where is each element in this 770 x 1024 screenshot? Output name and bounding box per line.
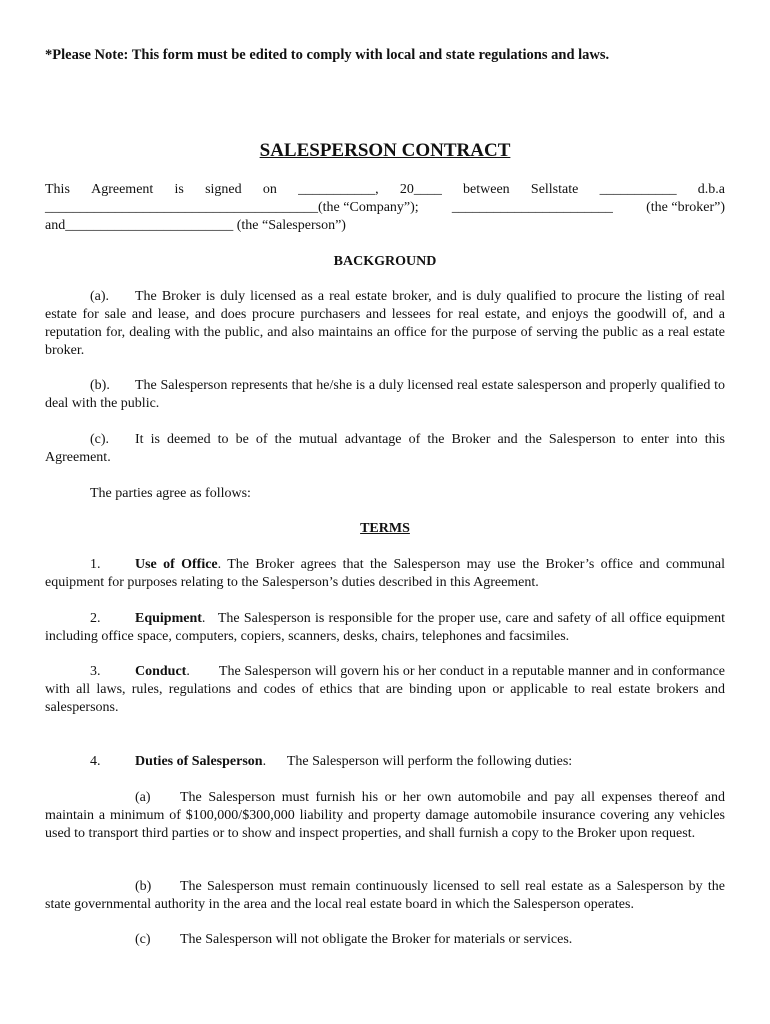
dba-blank: ___________ bbox=[599, 182, 677, 197]
year-blank: 20____ bbox=[399, 182, 442, 197]
contract-title: SALESPERSON CONTRACT bbox=[259, 140, 511, 161]
background-item-a: (a). The Broker is duly licensed as a real estate broker, and is duly qualified to procure the listing of real estate for sale and lease, and does procure purchasers and lessees for real estate, and enjoys the goodwill of, and a reputation for, dealing with the public, and also maintains an office for the purpose of serving the public as a real estate broker. bbox=[45, 289, 725, 358]
terms-heading: TERMS bbox=[360, 521, 410, 536]
term-heading: Equipment bbox=[135, 611, 202, 626]
compliance-note: *Please Note: This form must be edited to comply with local and state regulations and laws. bbox=[45, 47, 610, 63]
term-heading: Use of Office bbox=[135, 557, 218, 572]
term-4: 4. Duties of Salesperson. The Salesperson will perform the following duties: bbox=[90, 754, 573, 769]
term-heading: Conduct bbox=[135, 664, 187, 679]
background-item-b: (b). The Salesperson represents that he/she is a duly licensed real estate salesperson and properly qualified to deal with the public. bbox=[45, 378, 725, 411]
intro-line-2: _______________________________________(the “Company”); _______________________ (the “broker”) bbox=[45, 200, 725, 215]
intro-line-3: and________________________ (the “Salesperson”) bbox=[45, 218, 346, 233]
duty-a: (a) The Salesperson must furnish his or her own automobile and pay all expenses thereof and maintain a minimum of $100,000/$300,000 liability and property damage automobile insurance covering any vehicles used to transport third parties or to show and inspect properties, and shall furnish a copy to the Broker upon request. bbox=[45, 790, 725, 841]
background-heading: BACKGROUND bbox=[333, 254, 437, 269]
term-2: 2. Equipment. The Salesperson is responsible for the proper use, care and safety of all office equipment including office space, computers, copiers, scanners, desks, chairs, telephones and facsimiles. bbox=[45, 611, 725, 644]
duty-c: (c) The Salesperson will not obligate the Broker for materials or services. bbox=[135, 932, 573, 947]
intro-paragraph bbox=[45, 181, 725, 235]
duty-b: (b) The Salesperson must remain continuously licensed to sell real estate as a Salesperson by the state governmental authority in the area and the local real estate board in which the Salesperson operates. bbox=[45, 879, 725, 912]
broker-blank: _______________________ bbox=[451, 200, 613, 215]
term-1: 1. Use of Office. The Broker agrees that the Salesperson may use the Broker’s office and communal equipment for purposes relating to the Salesperson’s duties described in this Agreement. bbox=[45, 557, 726, 590]
background-item-c: (c). It is deemed to be of the mutual advantage of the Broker and the Salesperson to enter into this Agreement. bbox=[45, 432, 725, 465]
company-blank: _______________________________________(the “Company”); bbox=[45, 200, 419, 215]
term-3: 3. Conduct. The Salesperson will govern his or her conduct in a reputable manner and in conformance with all laws, rules, regulations and codes of ethics that are binding upon or applicable to real estate brokers and salespersons. bbox=[45, 664, 725, 715]
intro-line-1: This Agreement is signed on ___________, 20____ between Sellstate ___________ d.b.a bbox=[45, 182, 725, 197]
date-blank: ___________, bbox=[298, 182, 379, 197]
parties-agree: The parties agree as follows: bbox=[90, 486, 251, 501]
term-heading: Duties of Salesperson bbox=[135, 754, 263, 769]
